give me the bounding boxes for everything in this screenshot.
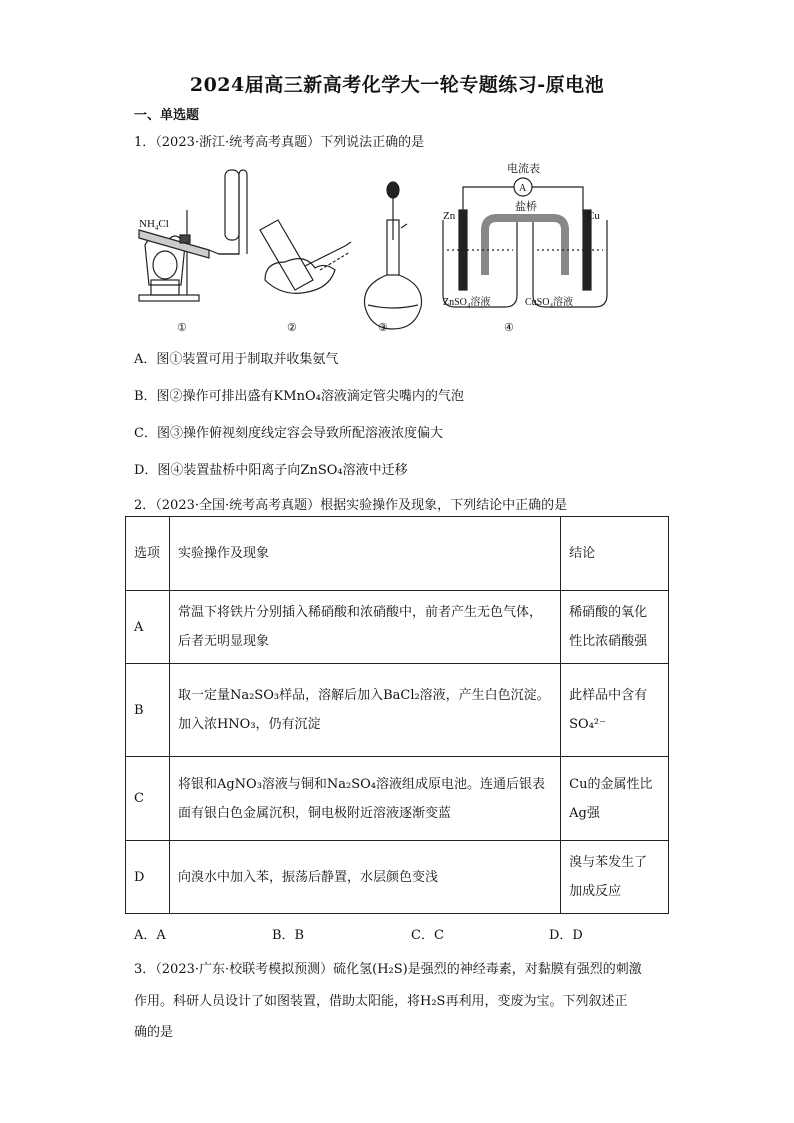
fig2-burette	[260, 220, 351, 293]
table-row	[126, 841, 669, 914]
svg-text:A: A	[519, 183, 527, 194]
q1-option-b: B．图②操作可排出盛有KMnO₄溶液滴定管尖嘴内的气泡	[134, 389, 464, 404]
q1-option-d: D．图④装置盐桥中阳离子向ZnSO₄溶液中迁移	[134, 463, 408, 478]
table-row	[126, 757, 669, 841]
table-header-row	[126, 517, 669, 591]
row-option: C	[126, 757, 170, 841]
page-title: 2024届高三新高考化学大一轮专题练习-原电池	[189, 74, 605, 96]
row-operation: 常温下将铁片分别插入稀硝酸和浓硝酸中，前者产生无色气体，后者无明显现象	[169, 591, 560, 664]
svg-text:盐桥: 盐桥	[515, 201, 537, 213]
row-operation: 将银和AgNO₃溶液与铜和Na₂SO₄溶液组成原电池。连通后银表面有银白色金属沉积，铜电极附近溶液逐渐变蓝	[169, 757, 560, 841]
q2-answer-d: D．D	[549, 928, 583, 943]
row-conclusion: 溴与苯发生了加成反应	[561, 841, 669, 914]
row-operation: 取一定量Na₂SO₃样品，溶解后加入BaCl₂溶液，产生白色沉淀。加入浓HNO₃，仍有沉淀	[169, 664, 560, 757]
row-option: B	[126, 664, 170, 757]
table-row	[126, 591, 669, 664]
svg-text:电流表: 电流表	[507, 163, 540, 175]
header-option: 选项	[126, 517, 170, 591]
q1-option-a: A．图①装置可用于制取并收集氨气	[134, 352, 339, 367]
row-conclusion: 稀硝酸的氧化性比浓硝酸强	[561, 591, 669, 664]
q2-answer-a: A．A	[134, 928, 166, 943]
q1-figures	[125, 150, 600, 340]
fig3-volumetric-flask	[364, 182, 421, 329]
row-option: A	[126, 591, 170, 664]
table-row	[126, 664, 669, 757]
q2-answer-b: B．B	[272, 928, 305, 943]
fig4-galvanic-cell	[443, 178, 607, 307]
svg-text:④: ④	[504, 322, 514, 334]
row-operation: 向溴水中加入苯，振荡后静置，水层颜色变浅	[169, 841, 560, 914]
row-conclusion: Cu的金属性比Ag强	[561, 757, 669, 841]
q2-table	[125, 516, 669, 914]
svg-text:②: ②	[287, 322, 297, 334]
q3-stem-line1: 3．（2023·广东·校联考模拟预测）硫化氢(H₂S)是强烈的神经毒素，对黏膜有强烈的刺激	[134, 962, 642, 977]
row-conclusion: 此样品中含有SO₄²⁻	[561, 664, 669, 757]
svg-text:Zn: Zn	[443, 210, 456, 222]
svg-text:③: ③	[378, 322, 388, 334]
section-heading: 一、单选题	[134, 108, 200, 123]
svg-text:CuSO4溶液: CuSO$_4$溶液	[525, 297, 573, 310]
svg-text:NH4Cl: $NH_4Cl$	[139, 218, 169, 232]
q1-stem: 1．（2023·浙江·统考高考真题）下列说法正确的是	[134, 135, 425, 150]
q2-stem: 2．（2023·全国·统考高考真题）根据实验操作及现象，下列结论中正确的是	[134, 498, 568, 513]
row-option: D	[126, 841, 170, 914]
header-conclusion: 结论	[561, 517, 669, 591]
q3-stem-line2: 作用。科研人员设计了如图装置，借助太阳能，将H₂S再利用，变废为宝。下列叙述正	[134, 994, 628, 1009]
q1-option-c: C．图③操作俯视刻度线定容会导致所配溶液浓度偏大	[134, 426, 443, 441]
q3-stem-line3: 确的是	[134, 1025, 174, 1040]
svg-text:①: ①	[177, 322, 187, 334]
header-operation: 实验操作及现象	[169, 517, 560, 591]
fig1-ammonia-apparatus	[139, 170, 247, 301]
svg-text:Cu: Cu	[587, 210, 600, 222]
svg-text:ZnSO4溶液: ZnSO$_4$溶液	[443, 297, 491, 310]
q2-answer-c: C．C	[411, 928, 444, 943]
